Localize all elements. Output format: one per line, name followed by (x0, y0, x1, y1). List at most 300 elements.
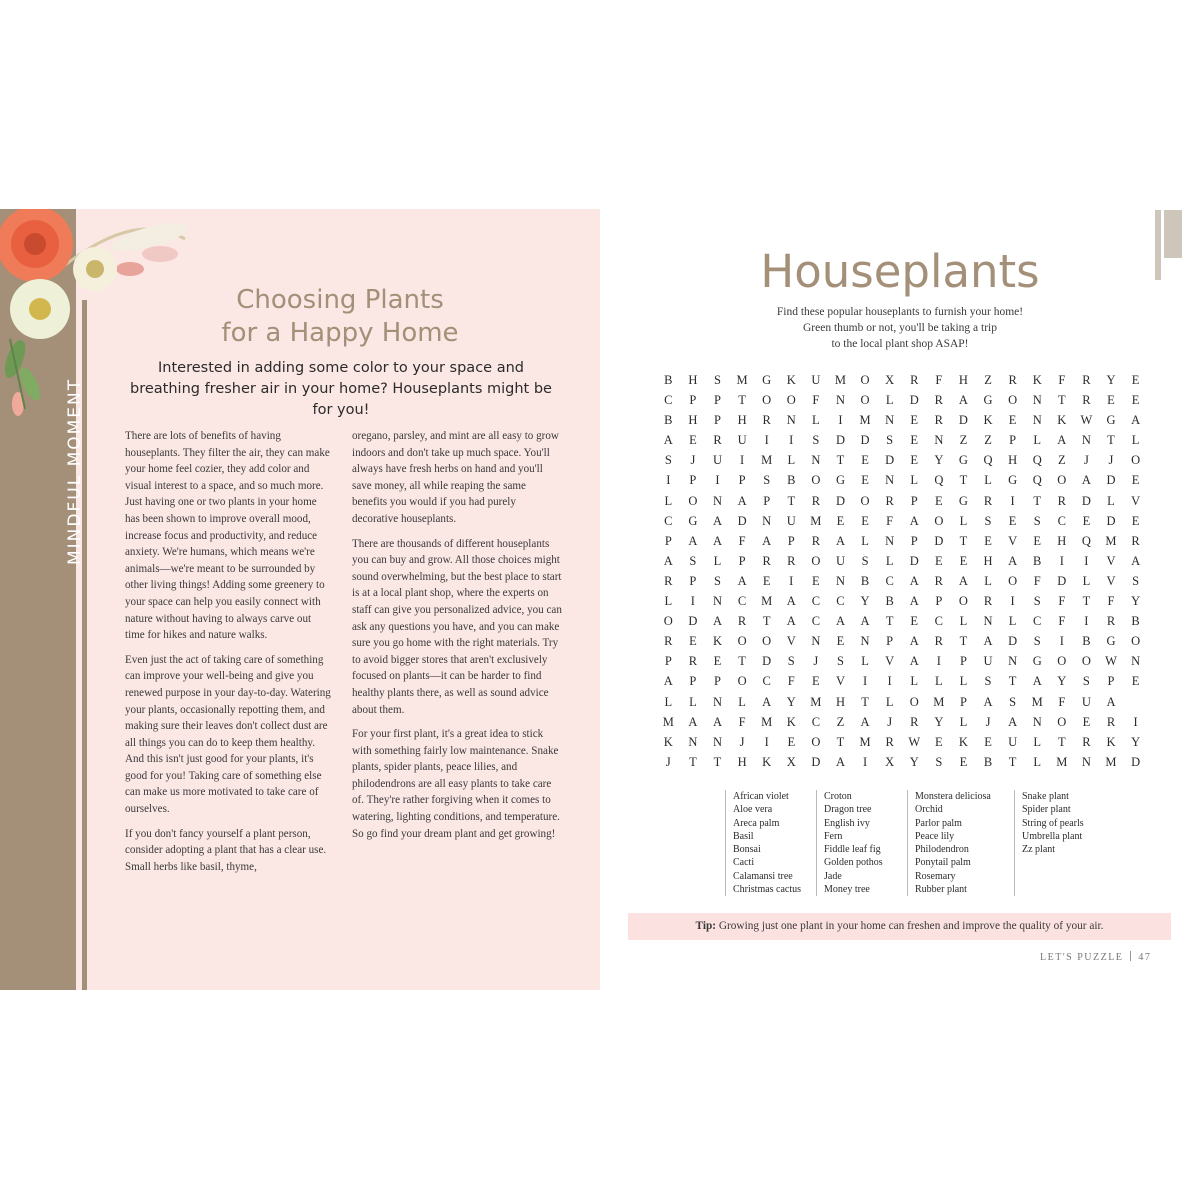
grid-letter[interactable]: D (1106, 513, 1116, 528)
grid-letter[interactable]: C (1057, 513, 1066, 528)
grid-letter[interactable]: A (712, 614, 722, 629)
grid-letter[interactable]: O (860, 493, 870, 508)
grid-letter[interactable]: P (664, 533, 672, 548)
grid-letter[interactable]: M (1105, 754, 1117, 769)
grid-letter[interactable]: P (910, 533, 918, 548)
grid-letter[interactable]: M (761, 594, 773, 609)
grid-letter[interactable]: I (887, 674, 892, 689)
grid-letter[interactable]: V (1008, 533, 1018, 548)
grid-letter[interactable]: A (663, 433, 673, 448)
grid-letter[interactable]: N (712, 594, 722, 609)
grid-letter[interactable]: M (761, 453, 773, 468)
grid-letter[interactable]: L (861, 533, 869, 548)
grid-letter[interactable]: A (1081, 473, 1091, 488)
grid-letter[interactable]: A (786, 594, 796, 609)
grid-letter[interactable]: A (909, 634, 919, 649)
grid-letter[interactable]: Q (983, 453, 993, 468)
grid-letter[interactable]: A (712, 714, 722, 729)
grid-letter[interactable]: D (885, 453, 895, 468)
grid-letter[interactable]: D (1131, 754, 1141, 769)
grid-letter[interactable]: E (935, 553, 943, 568)
grid-letter[interactable]: O (1131, 453, 1141, 468)
grid-letter[interactable]: M (1056, 754, 1068, 769)
grid-letter[interactable]: Y (860, 594, 870, 609)
grid-letter[interactable]: M (736, 373, 748, 387)
grid-letter[interactable]: O (1008, 573, 1018, 588)
grid-letter[interactable]: A (1106, 694, 1116, 709)
grid-letter[interactable]: L (1082, 573, 1091, 588)
grid-letter[interactable]: Y (786, 694, 796, 709)
grid-letter[interactable]: S (1082, 674, 1090, 689)
grid-letter[interactable]: P (959, 694, 967, 709)
grid-letter[interactable]: A (909, 573, 919, 588)
grid-letter[interactable]: N (1008, 654, 1018, 669)
grid-letter[interactable]: V (1131, 493, 1141, 508)
grid-letter[interactable]: I (936, 654, 941, 669)
grid-letter[interactable]: Y (1106, 373, 1116, 387)
grid-letter[interactable]: H (1057, 533, 1067, 548)
grid-letter[interactable]: N (1081, 754, 1091, 769)
grid-letter[interactable]: E (1131, 473, 1140, 488)
grid-letter[interactable]: P (714, 413, 721, 428)
grid-letter[interactable]: A (909, 513, 919, 528)
grid-letter[interactable]: A (1131, 553, 1141, 568)
grid-letter[interactable]: I (789, 433, 794, 448)
grid-letter[interactable]: T (836, 453, 845, 468)
grid-letter[interactable]: U (1008, 734, 1018, 749)
grid-letter[interactable]: I (1133, 714, 1138, 729)
grid-letter[interactable]: O (1081, 654, 1091, 669)
grid-letter[interactable]: B (885, 594, 894, 609)
grid-letter[interactable]: C (1033, 614, 1042, 629)
grid-letter[interactable]: J (739, 734, 745, 749)
grid-letter[interactable]: R (1082, 734, 1091, 749)
grid-letter[interactable]: A (712, 513, 722, 528)
grid-letter[interactable]: A (1008, 714, 1018, 729)
grid-letter[interactable]: M (1105, 533, 1117, 548)
grid-letter[interactable]: X (885, 754, 895, 769)
grid-letter[interactable]: I (789, 573, 794, 588)
grid-letter[interactable]: L (812, 413, 820, 428)
grid-letter[interactable]: L (664, 493, 673, 508)
grid-letter[interactable]: N (885, 413, 895, 428)
grid-letter[interactable]: D (811, 754, 821, 769)
grid-letter[interactable]: L (1033, 734, 1042, 749)
grid-letter[interactable]: R (737, 614, 747, 629)
grid-letter[interactable]: F (738, 714, 746, 729)
grid-letter[interactable]: Z (984, 373, 992, 387)
grid-letter[interactable]: E (787, 734, 796, 749)
grid-letter[interactable]: G (1008, 473, 1018, 488)
grid-letter[interactable]: B (664, 373, 673, 387)
grid-letter[interactable]: N (1032, 714, 1042, 729)
grid-letter[interactable]: A (1131, 413, 1141, 428)
grid-letter[interactable]: K (786, 714, 796, 729)
grid-letter[interactable]: R (983, 594, 993, 609)
grid-letter[interactable]: T (1008, 674, 1017, 689)
grid-letter[interactable]: M (859, 734, 871, 749)
grid-letter[interactable]: P (1009, 433, 1017, 448)
grid-letter[interactable]: A (909, 594, 919, 609)
grid-letter[interactable]: P (664, 654, 672, 669)
grid-letter[interactable]: U (1081, 694, 1091, 709)
grid-letter[interactable]: M (1031, 694, 1043, 709)
grid-letter[interactable]: A (860, 714, 870, 729)
grid-letter[interactable]: F (787, 674, 795, 689)
grid-letter[interactable]: A (835, 533, 845, 548)
grid-letter[interactable]: T (738, 654, 746, 669)
grid-letter[interactable]: V (1106, 553, 1116, 568)
grid-letter[interactable]: L (738, 694, 746, 709)
grid-letter[interactable]: B (1082, 634, 1091, 649)
grid-letter[interactable]: P (935, 594, 943, 609)
grid-letter[interactable]: L (1131, 433, 1140, 448)
grid-letter[interactable]: L (1107, 493, 1115, 508)
grid-letter[interactable]: T (959, 533, 968, 548)
grid-letter[interactable]: U (712, 453, 722, 468)
grid-letter[interactable]: O (860, 373, 870, 387)
grid-letter[interactable]: R (1106, 714, 1116, 729)
grid-letter[interactable]: U (737, 433, 747, 448)
grid-letter[interactable]: M (761, 714, 773, 729)
grid-letter[interactable]: W (1080, 413, 1093, 428)
grid-letter[interactable]: D (909, 393, 919, 408)
grid-letter[interactable]: E (935, 734, 943, 749)
grid-letter[interactable]: P (738, 553, 746, 568)
grid-letter[interactable]: R (713, 433, 722, 448)
grid-letter[interactable]: E (959, 553, 968, 568)
grid-letter[interactable]: A (688, 714, 698, 729)
grid-letter[interactable]: R (885, 734, 894, 749)
grid-letter[interactable]: H (958, 373, 968, 387)
grid-letter[interactable]: E (861, 513, 869, 528)
grid-letter[interactable]: N (811, 453, 821, 468)
grid-letter[interactable]: E (1008, 513, 1017, 528)
grid-letter[interactable]: V (1106, 573, 1116, 588)
grid-letter[interactable]: Z (1057, 453, 1066, 468)
grid-letter[interactable]: C (811, 594, 821, 609)
grid-letter[interactable]: G (1032, 654, 1042, 669)
grid-letter[interactable]: N (1032, 393, 1042, 408)
grid-letter[interactable]: J (1108, 453, 1114, 468)
grid-letter[interactable]: V (835, 674, 845, 689)
grid-letter[interactable]: A (1008, 553, 1018, 568)
grid-letter[interactable]: A (663, 553, 673, 568)
grid-letter[interactable]: E (713, 654, 722, 669)
grid-letter[interactable]: C (811, 714, 821, 729)
grid-letter[interactable]: I (1059, 634, 1064, 649)
grid-letter[interactable]: P (689, 473, 697, 488)
grid-letter[interactable]: R (787, 553, 796, 568)
grid-letter[interactable]: E (1131, 393, 1140, 408)
grid-letter[interactable]: S (664, 453, 672, 468)
grid-letter[interactable]: L (910, 674, 919, 689)
grid-letter[interactable]: H (983, 553, 993, 568)
grid-letter[interactable]: A (762, 533, 772, 548)
grid-letter[interactable]: N (712, 734, 722, 749)
grid-letter[interactable]: D (737, 513, 747, 528)
grid-letter[interactable]: O (762, 393, 772, 408)
grid-letter[interactable]: O (688, 493, 698, 508)
grid-letter[interactable]: K (786, 373, 796, 387)
grid-letter[interactable]: U (983, 654, 993, 669)
grid-letter[interactable]: U (835, 553, 845, 568)
grid-letter[interactable]: A (958, 393, 968, 408)
grid-letter[interactable]: H (688, 373, 698, 387)
grid-letter[interactable]: A (835, 614, 845, 629)
grid-letter[interactable]: H (737, 413, 747, 428)
grid-letter[interactable]: G (688, 513, 698, 528)
grid-letter[interactable]: E (861, 453, 869, 468)
grid-letter[interactable]: N (712, 694, 722, 709)
grid-letter[interactable]: K (983, 413, 993, 428)
grid-letter[interactable]: R (811, 533, 821, 548)
grid-letter[interactable]: F (1107, 594, 1115, 609)
grid-letter[interactable]: R (934, 573, 943, 588)
grid-letter[interactable]: S (787, 654, 795, 669)
grid-letter[interactable]: T (959, 473, 968, 488)
grid-letter[interactable]: U (786, 513, 796, 528)
grid-letter[interactable]: O (762, 634, 772, 649)
grid-letter[interactable]: A (909, 654, 919, 669)
grid-letter[interactable]: C (811, 614, 821, 629)
grid-letter[interactable]: K (1106, 734, 1116, 749)
grid-letter[interactable]: O (909, 694, 919, 709)
grid-letter[interactable]: T (787, 493, 796, 508)
grid-letter[interactable]: M (859, 413, 871, 428)
grid-letter[interactable]: P (886, 634, 894, 649)
grid-letter[interactable]: S (836, 654, 844, 669)
grid-letter[interactable]: O (737, 674, 747, 689)
grid-letter[interactable]: B (787, 473, 796, 488)
grid-letter[interactable]: S (984, 674, 992, 689)
grid-letter[interactable]: T (885, 614, 894, 629)
grid-letter[interactable]: L (885, 553, 894, 568)
grid-letter[interactable]: K (1057, 413, 1067, 428)
grid-letter[interactable]: M (810, 513, 822, 528)
grid-letter[interactable]: I (1084, 614, 1089, 629)
grid-letter[interactable]: R (664, 634, 673, 649)
grid-letter[interactable]: O (786, 393, 796, 408)
grid-letter[interactable]: I (1084, 553, 1089, 568)
grid-letter[interactable]: E (861, 473, 869, 488)
grid-letter[interactable]: O (1057, 714, 1067, 729)
grid-letter[interactable]: N (835, 393, 845, 408)
grid-letter[interactable]: E (762, 573, 771, 588)
grid-letter[interactable]: E (1131, 513, 1140, 528)
grid-letter[interactable]: E (689, 433, 697, 448)
grid-letter[interactable]: W (1105, 654, 1117, 669)
grid-letter[interactable]: T (836, 734, 845, 749)
grid-letter[interactable]: X (786, 754, 796, 769)
grid-letter[interactable]: D (909, 553, 919, 568)
grid-letter[interactable]: Q (1032, 473, 1042, 488)
grid-letter[interactable]: L (861, 654, 869, 669)
grid-letter[interactable]: E (812, 573, 820, 588)
grid-letter[interactable]: V (885, 654, 895, 669)
grid-letter[interactable]: P (787, 533, 795, 548)
grid-letter[interactable]: K (663, 734, 673, 749)
grid-letter[interactable]: N (1032, 413, 1042, 428)
grid-letter[interactable]: N (835, 573, 845, 588)
grid-letter[interactable]: P (959, 654, 967, 669)
grid-letter[interactable]: K (712, 634, 722, 649)
grid-letter[interactable]: S (714, 373, 721, 387)
grid-letter[interactable]: H (835, 694, 845, 709)
grid-letter[interactable]: E (812, 674, 820, 689)
grid-letter[interactable]: R (934, 634, 943, 649)
grid-letter[interactable]: N (885, 533, 895, 548)
grid-letter[interactable]: O (737, 634, 747, 649)
grid-letter[interactable]: Z (984, 433, 992, 448)
grid-letter[interactable]: L (787, 453, 796, 468)
grid-letter[interactable]: P (1107, 674, 1115, 689)
grid-letter[interactable]: I (666, 473, 671, 488)
grid-letter[interactable]: D (688, 614, 698, 629)
grid-letter[interactable] (1123, 692, 1148, 712)
grid-letter[interactable]: A (835, 754, 845, 769)
grid-letter[interactable]: I (838, 413, 843, 428)
grid-letter[interactable]: T (762, 614, 771, 629)
grid-letter[interactable]: I (739, 453, 745, 468)
grid-letter[interactable]: E (1008, 413, 1017, 428)
grid-letter[interactable]: N (885, 473, 895, 488)
grid-letter[interactable]: E (1131, 373, 1140, 387)
grid-letter[interactable]: O (811, 553, 821, 568)
grid-letter[interactable]: A (983, 694, 993, 709)
grid-letter[interactable]: S (861, 553, 869, 568)
grid-letter[interactable]: E (1082, 513, 1091, 528)
grid-letter[interactable]: O (934, 513, 944, 528)
grid-letter[interactable]: Z (959, 433, 968, 448)
grid-letter[interactable]: O (860, 393, 870, 408)
grid-letter[interactable]: A (860, 614, 870, 629)
grid-letter[interactable]: R (1082, 393, 1091, 408)
grid-letter[interactable]: S (935, 754, 943, 769)
grid-letter[interactable]: M (662, 714, 674, 729)
grid-letter[interactable]: A (762, 694, 772, 709)
grid-letter[interactable]: H (1008, 453, 1018, 468)
grid-letter[interactable]: O (1131, 634, 1141, 649)
grid-letter[interactable]: L (713, 553, 722, 568)
grid-letter[interactable]: I (764, 433, 769, 448)
grid-letter[interactable]: N (688, 734, 698, 749)
grid-letter[interactable]: D (860, 433, 870, 448)
grid-letter[interactable]: L (885, 393, 894, 408)
grid-letter[interactable]: T (1057, 734, 1066, 749)
grid-letter[interactable]: S (1033, 513, 1041, 528)
grid-letter[interactable]: B (1033, 553, 1042, 568)
grid-letter[interactable]: E (1033, 533, 1042, 548)
grid-letter[interactable]: R (762, 553, 771, 568)
grid-letter[interactable]: I (715, 473, 720, 488)
grid-letter[interactable]: S (1132, 573, 1140, 588)
grid-letter[interactable]: H (688, 413, 698, 428)
grid-letter[interactable]: U (811, 373, 821, 387)
grid-letter[interactable]: S (1009, 694, 1017, 709)
grid-letter[interactable]: N (983, 614, 993, 629)
grid-letter[interactable]: T (713, 754, 722, 769)
grid-letter[interactable]: D (1057, 573, 1067, 588)
grid-letter[interactable]: B (860, 573, 870, 588)
grid-letter[interactable]: A (958, 573, 968, 588)
grid-letter[interactable]: J (985, 714, 991, 729)
grid-letter[interactable]: I (862, 674, 868, 689)
grid-letter[interactable]: Y (1131, 734, 1141, 749)
grid-letter[interactable]: R (1131, 533, 1140, 548)
grid-letter[interactable]: N (786, 413, 796, 428)
grid-letter[interactable]: I (1010, 493, 1015, 508)
grid-letter[interactable]: T (1033, 493, 1042, 508)
grid-letter[interactable]: C (664, 513, 673, 528)
grid-letter[interactable]: B (664, 413, 673, 428)
grid-letter[interactable]: L (935, 674, 943, 689)
grid-letter[interactable]: R (664, 573, 673, 588)
grid-letter[interactable]: F (1058, 694, 1066, 709)
grid-letter[interactable]: G (958, 493, 968, 508)
grid-letter[interactable]: F (738, 533, 746, 548)
grid-letter[interactable]: Y (909, 754, 919, 769)
grid-letter[interactable]: A (737, 493, 747, 508)
grid-letter[interactable]: S (689, 553, 697, 568)
grid-letter[interactable]: R (811, 493, 821, 508)
grid-letter[interactable]: E (935, 493, 943, 508)
grid-letter[interactable]: T (959, 634, 968, 649)
grid-letter[interactable]: F (1058, 614, 1066, 629)
grid-letter[interactable]: R (1057, 493, 1066, 508)
grid-letter[interactable]: P (763, 493, 771, 508)
grid-letter[interactable]: O (1008, 393, 1018, 408)
grid-letter[interactable]: L (984, 473, 992, 488)
grid-letter[interactable]: N (811, 634, 821, 649)
grid-letter[interactable]: C (934, 614, 943, 629)
grid-letter[interactable]: R (1008, 373, 1017, 387)
grid-letter[interactable]: A (712, 533, 722, 548)
grid-letter[interactable]: J (665, 754, 671, 769)
grid-letter[interactable]: T (689, 754, 697, 769)
grid-letter[interactable]: Y (934, 714, 944, 729)
grid-letter[interactable]: Y (934, 453, 944, 468)
grid-letter[interactable]: G (983, 393, 993, 408)
grid-letter[interactable]: L (1033, 433, 1042, 448)
grid-letter[interactable]: C (737, 594, 747, 609)
grid-letter[interactable]: P (738, 473, 746, 488)
grid-letter[interactable]: Q (1032, 453, 1042, 468)
grid-letter[interactable]: O (1057, 654, 1067, 669)
grid-letter[interactable]: E (959, 754, 968, 769)
grid-letter[interactable]: E (910, 614, 919, 629)
grid-letter[interactable]: C (836, 594, 845, 609)
grid-letter[interactable]: T (861, 694, 869, 709)
grid-letter[interactable]: D (835, 493, 845, 508)
grid-letter[interactable]: N (1131, 654, 1141, 669)
grid-letter[interactable]: D (934, 533, 944, 548)
grid-letter[interactable]: A (688, 533, 698, 548)
grid-letter[interactable]: R (934, 413, 943, 428)
grid-letter[interactable]: K (762, 754, 772, 769)
grid-letter[interactable]: R (983, 493, 993, 508)
grid-letter[interactable]: V (786, 634, 796, 649)
grid-letter[interactable]: D (835, 433, 845, 448)
grid-letter[interactable]: M (810, 694, 822, 709)
grid-letter[interactable]: R (1106, 614, 1116, 629)
grid-letter[interactable]: L (959, 674, 968, 689)
grid-letter[interactable]: A (786, 614, 796, 629)
grid-letter[interactable]: R (688, 654, 698, 669)
grid-letter[interactable]: S (886, 433, 894, 448)
grid-letter[interactable]: B (983, 754, 993, 769)
grid-letter[interactable]: G (958, 453, 968, 468)
